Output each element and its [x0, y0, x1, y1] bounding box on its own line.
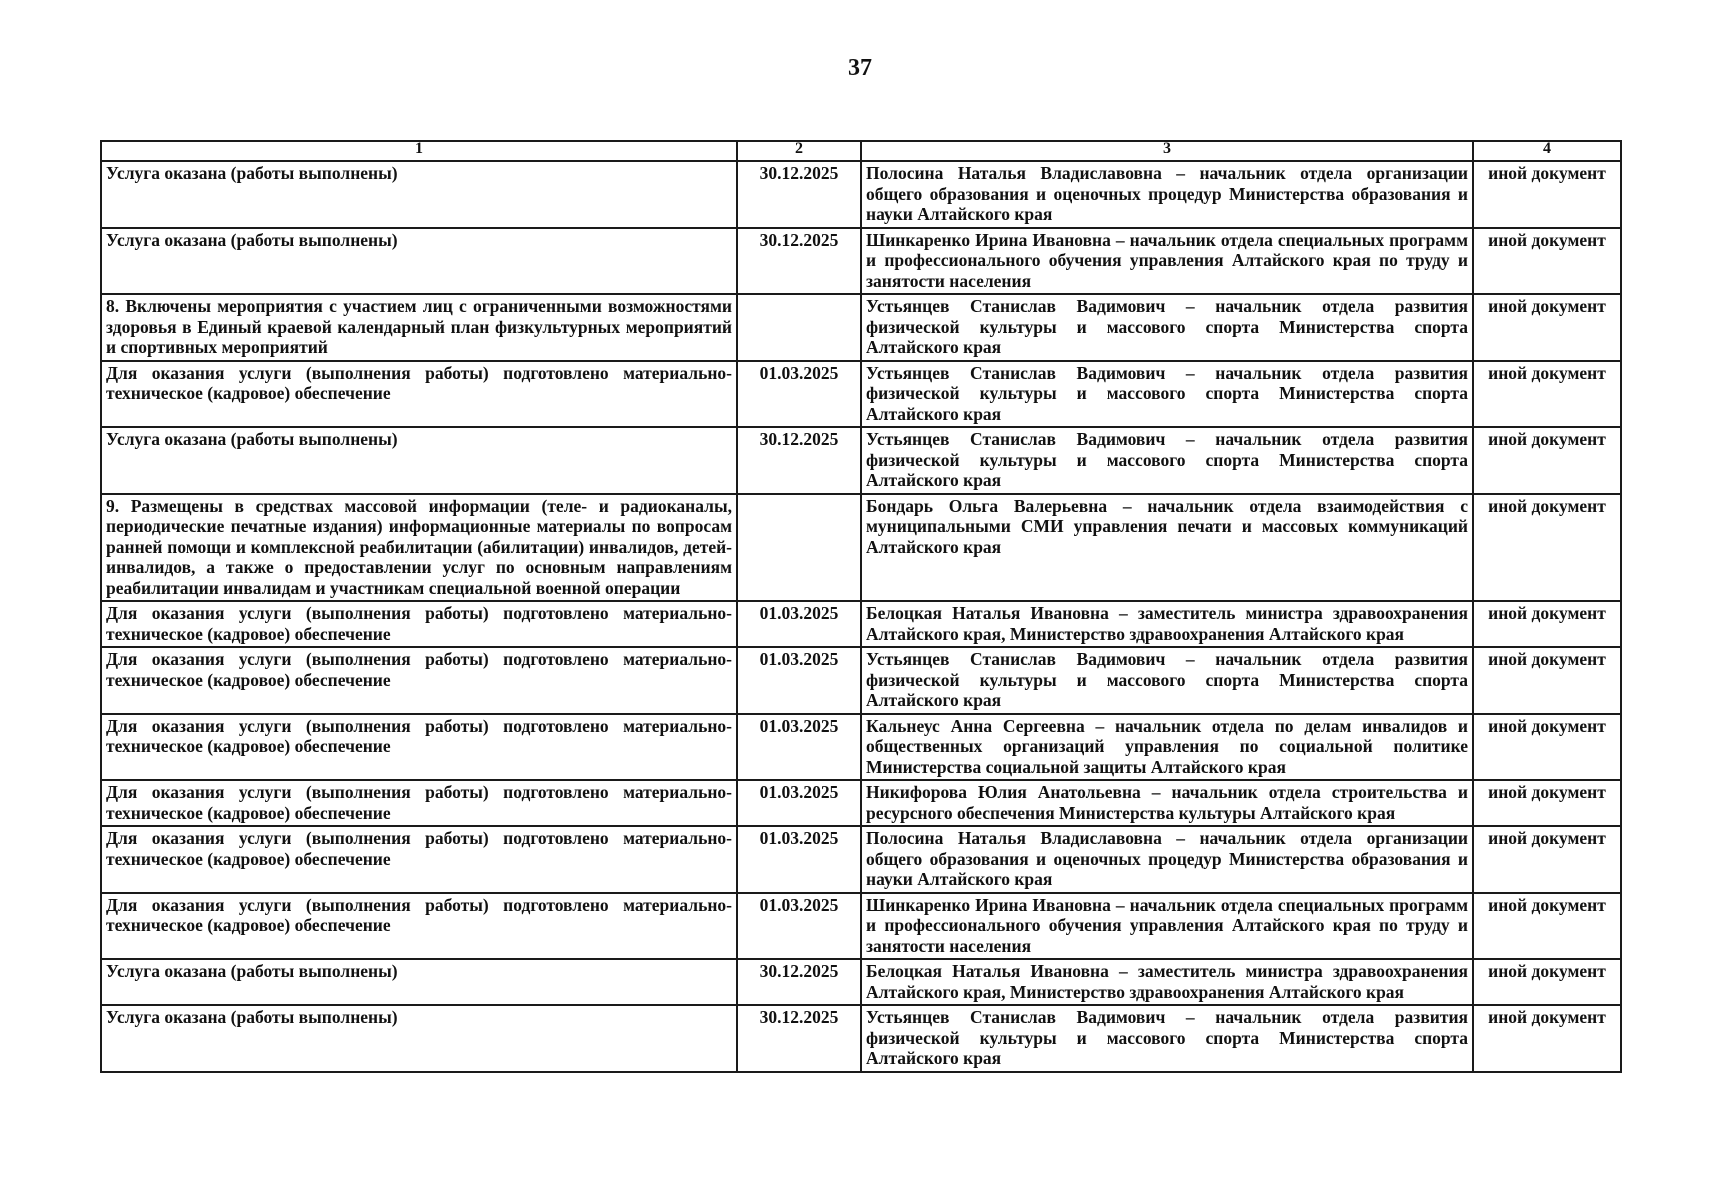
result-cell: Услуга оказана (работы выполнены) [101, 427, 737, 494]
responsible-cell: Бондарь Ольга Валерьевна – начальник отдела взаимодействия с муниципальными СМИ управления печати и массовых коммуникаций Алтайского края [861, 494, 1473, 602]
column-header: 4 [1473, 141, 1621, 161]
document-type-cell: иной документ [1473, 601, 1621, 647]
date-cell: 01.03.2025 [737, 601, 861, 647]
responsible-cell: Кальнеус Анна Сергеевна – начальник отдела по делам инвалидов и общественных организаций управления по социальной политике Министерства социальной защиты Алтайского края [861, 714, 1473, 781]
table-row [101, 161, 1621, 228]
date-cell: 01.03.2025 [737, 893, 861, 960]
document-type-cell: иной документ [1473, 361, 1621, 428]
document-type-cell: иной документ [1473, 427, 1621, 494]
result-cell: Для оказания услуги (выполнения работы) подготовлено материально-техническое (кадровое) обеспечение [101, 647, 737, 714]
document-type-cell: иной документ [1473, 228, 1621, 295]
result-cell: Услуга оказана (работы выполнены) [101, 228, 737, 295]
document-type-cell: иной документ [1473, 647, 1621, 714]
responsible-cell: Полосина Наталья Владиславовна – начальник отдела организации общего образования и оценочных процедур Министерства образования и науки Алтайского края [861, 826, 1473, 893]
result-cell: Для оказания услуги (выполнения работы) подготовлено материально-техническое (кадровое) обеспечение [101, 361, 737, 428]
date-cell: 01.03.2025 [737, 647, 861, 714]
table-row [101, 427, 1621, 494]
document-type-cell: иной документ [1473, 826, 1621, 893]
document-type-cell: иной документ [1473, 161, 1621, 228]
result-cell: Услуга оказана (работы выполнены) [101, 959, 737, 1005]
table-row [101, 361, 1621, 428]
responsible-cell: Устьянцев Станислав Вадимович – начальник отдела развития физической культуры и массового спорта Министерства спорта Алтайского края [861, 1005, 1473, 1072]
table-row [101, 294, 1621, 361]
result-cell: Для оказания услуги (выполнения работы) подготовлено материально-техническое (кадровое) обеспечение [101, 601, 737, 647]
responsible-cell: Устьянцев Станислав Вадимович – начальник отдела развития физической культуры и массового спорта Министерства спорта Алтайского края [861, 294, 1473, 361]
table-row [101, 714, 1621, 781]
responsible-cell: Устьянцев Станислав Вадимович – начальник отдела развития физической культуры и массового спорта Министерства спорта Алтайского края [861, 361, 1473, 428]
responsible-cell: Никифорова Юлия Анатольевна – начальник отдела строительства и ресурсного обеспечения Министерства культуры Алтайского края [861, 780, 1473, 826]
date-cell: 01.03.2025 [737, 826, 861, 893]
table-row [101, 647, 1621, 714]
result-cell: Для оказания услуги (выполнения работы) подготовлено материально-техническое (кадровое) обеспечение [101, 714, 737, 781]
result-cell: Услуга оказана (работы выполнены) [101, 1005, 737, 1072]
column-header: 1 [101, 141, 737, 161]
table-row [101, 601, 1621, 647]
table-row [101, 780, 1621, 826]
document-type-cell: иной документ [1473, 780, 1621, 826]
responsible-cell: Шинкаренко Ирина Ивановна – начальник отдела специальных программ и профессионального обучения управления Алтайского края по труду и занятости населения [861, 893, 1473, 960]
result-cell: Услуга оказана (работы выполнены) [101, 161, 737, 228]
result-cell: 8. Включены мероприятия с участием лиц с ограниченными возможностями здоровья в Единый краевой календарный план физкультурных мероприятий и спортивных мероприятий [101, 294, 737, 361]
document-type-cell: иной документ [1473, 494, 1621, 602]
responsible-cell: Шинкаренко Ирина Ивановна – начальник отдела специальных программ и профессионального обучения управления Алтайского края по труду и занятости населения [861, 228, 1473, 295]
responsible-cell: Устьянцев Станислав Вадимович – начальник отдела развития физической культуры и массового спорта Министерства спорта Алтайского края [861, 427, 1473, 494]
responsible-cell: Белоцкая Наталья Ивановна – заместитель министра здравоохранения Алтайского края, Министерство здравоохранения Алтайского края [861, 959, 1473, 1005]
date-cell: 01.03.2025 [737, 714, 861, 781]
date-cell: 30.12.2025 [737, 228, 861, 295]
date-cell [737, 294, 861, 361]
date-cell [737, 494, 861, 602]
result-cell: Для оказания услуги (выполнения работы) подготовлено материально-техническое (кадровое) обеспечение [101, 780, 737, 826]
document-type-cell: иной документ [1473, 714, 1621, 781]
table-row [101, 494, 1621, 602]
data-table [100, 140, 1622, 1073]
page-number: 37 [848, 55, 872, 81]
table-row [101, 826, 1621, 893]
result-cell: Для оказания услуги (выполнения работы) подготовлено материально-техническое (кадровое) обеспечение [101, 826, 737, 893]
table-row [101, 893, 1621, 960]
responsible-cell: Полосина Наталья Владиславовна – начальник отдела организации общего образования и оценочных процедур Министерства образования и науки Алтайского края [861, 161, 1473, 228]
responsible-cell: Устьянцев Станислав Вадимович – начальник отдела развития физической культуры и массового спорта Министерства спорта Алтайского края [861, 647, 1473, 714]
document-type-cell: иной документ [1473, 294, 1621, 361]
date-cell: 30.12.2025 [737, 959, 861, 1005]
date-cell: 01.03.2025 [737, 361, 861, 428]
result-cell: 9. Размещены в средствах массовой информации (теле- и радиоканалы, периодические печатные издания) информационные материалы по вопросам ранней помощи и комплексной реабилитации (абилитации) инвалидов, детей-инвалидов, а также о предоставлении услуг по основным направлениям реабилитации инвалидам и участникам специальной военной операции [101, 494, 737, 602]
date-cell: 30.12.2025 [737, 427, 861, 494]
result-cell: Для оказания услуги (выполнения работы) подготовлено материально-техническое (кадровое) обеспечение [101, 893, 737, 960]
column-header: 3 [861, 141, 1473, 161]
responsible-cell: Белоцкая Наталья Ивановна – заместитель министра здравоохранения Алтайского края, Министерство здравоохранения Алтайского края [861, 601, 1473, 647]
table-row [101, 959, 1621, 1005]
document-type-cell: иной документ [1473, 1005, 1621, 1072]
document-type-cell: иной документ [1473, 959, 1621, 1005]
table-header-row [101, 141, 1621, 161]
table-row [101, 1005, 1621, 1072]
document-type-cell: иной документ [1473, 893, 1621, 960]
date-cell: 30.12.2025 [737, 161, 861, 228]
table-row [101, 228, 1621, 295]
date-cell: 30.12.2025 [737, 1005, 861, 1072]
date-cell: 01.03.2025 [737, 780, 861, 826]
column-header: 2 [737, 141, 861, 161]
